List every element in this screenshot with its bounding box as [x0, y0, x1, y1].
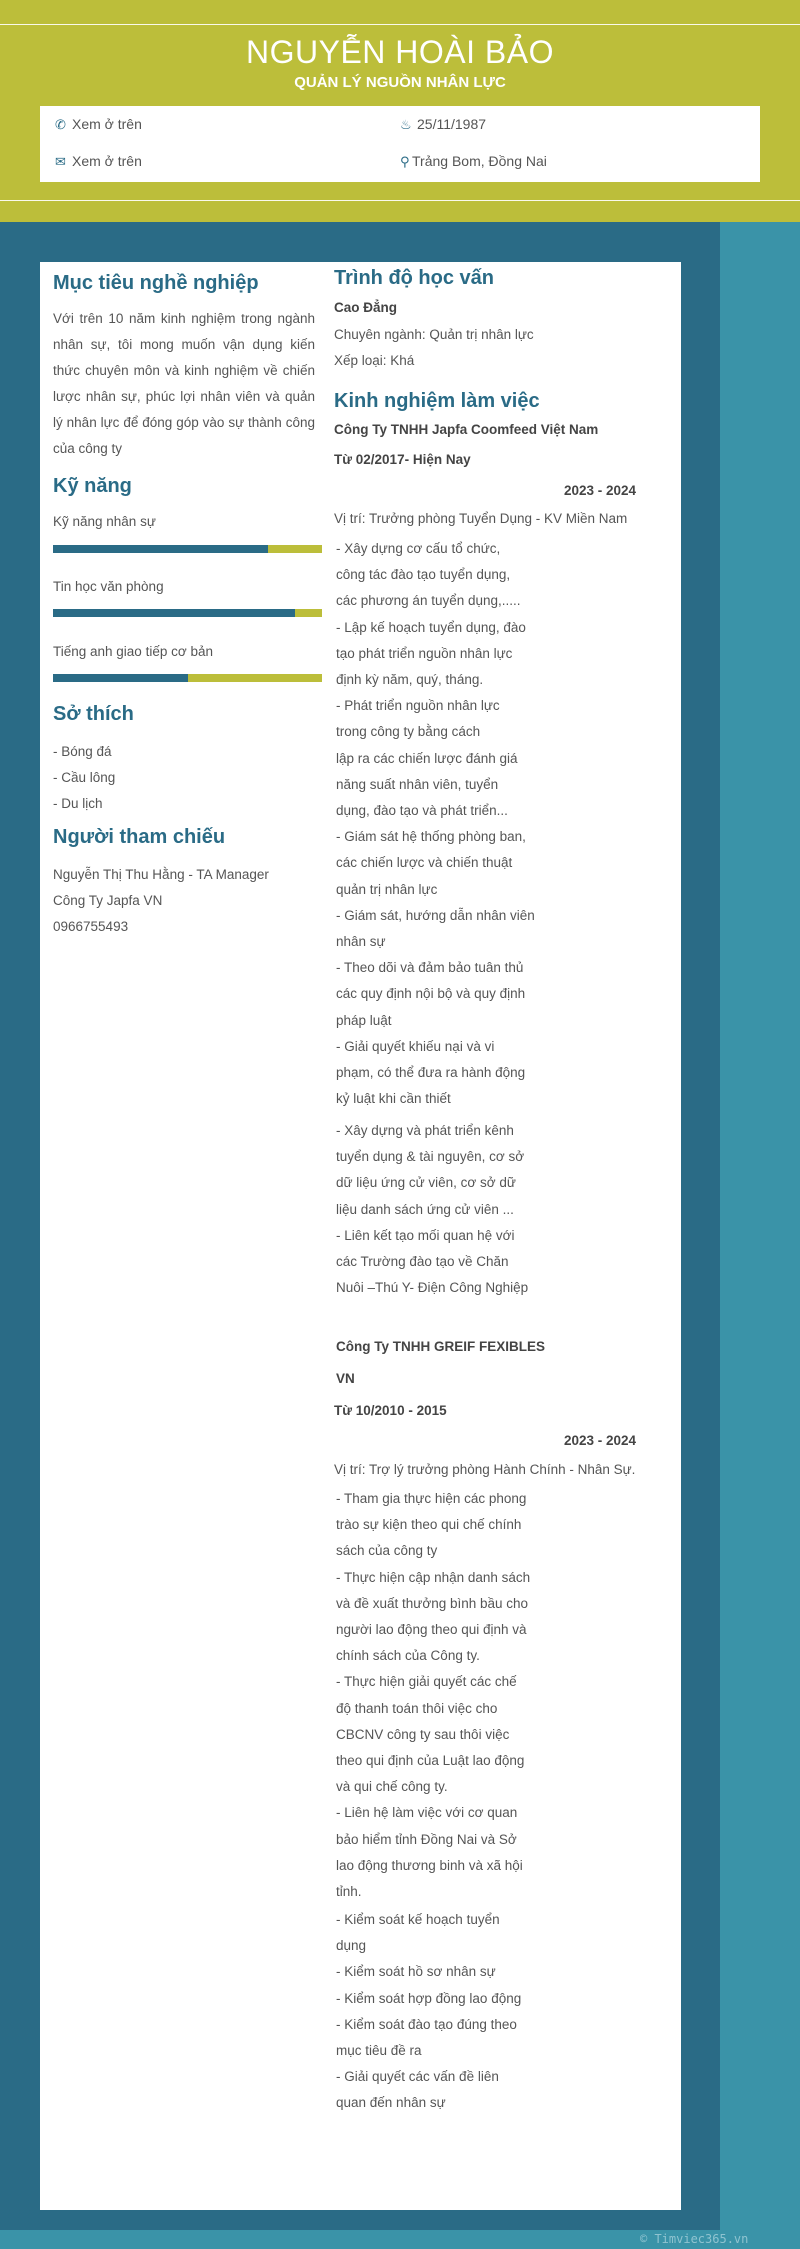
job-duties: - Kiểm soát kế hoạch tuyển dụng - Kiểm soát hồ sơ nhân sự - Kiểm soát hợp đồng lao động - Kiểm soát đào tạo đúng theo mục tiêu đề ra - Giải quyết các vấn đề liên quan đến nhân sự: [336, 1912, 522, 2111]
contact-birthday: [400, 116, 486, 133]
phone-icon: ✆: [55, 117, 66, 132]
candidate-name: NGUYỄN HOÀI BẢO: [246, 34, 554, 70]
job-company: Công Ty TNHH GREIF FEXIBLES: [336, 1339, 545, 1354]
job-company: Công Ty TNHH Japfa Coomfeed Việt Nam: [334, 422, 599, 437]
skill-name: Tin học văn phòng: [53, 579, 164, 594]
hobbies-title: Sở thích: [53, 703, 134, 725]
contact-birthday-value: 25/11/1987: [417, 116, 487, 132]
job-duties: - Tham gia thực hiện các phong trào sự kiện theo qui chế chính sách của công ty - Thực hiện cập nhận danh sách và đề xuất thưởng bình bầu cho người lao động theo qui định và chính sách của Công ty. - Thực hiện giải quyết các chế độ thanh toán thôi việc cho CBCNV công ty sau thôi việc theo qui định của Luật lao động và qui chế công ty. - Liên hệ làm việc với cơ quan bảo hiểm tỉnh Đồng Nai và Sở lao động thương binh và xã hội tỉnh.: [336, 1491, 531, 1900]
education-school: Cao Đẳng: [334, 300, 398, 315]
education-major: Chuyên ngành: Quản trị nhân lực: [334, 327, 534, 342]
decorative-right-band: [720, 222, 800, 2249]
header-banner: [0, 0, 800, 222]
contact-address: [400, 153, 547, 170]
envelope-icon: ✉: [55, 154, 66, 169]
job-company: VN: [336, 1371, 355, 1386]
contact-phone-value: Xem ở trên: [72, 116, 142, 132]
contact-address-value: Trảng Bom, Đồng Nai: [412, 153, 547, 169]
birthday-cake-icon: ♨: [400, 117, 412, 132]
reference-line: Nguyễn Thị Thu Hằng - TA Manager: [53, 867, 269, 882]
decorative-bottom-strip: [0, 2230, 720, 2249]
job-period: Từ 02/2017- Hiện Nay: [334, 452, 471, 467]
map-marker-icon: ⚲: [400, 154, 410, 169]
job-period: Từ 10/2010 - 2015: [334, 1403, 447, 1418]
header-divider-bottom: [0, 200, 800, 201]
skill-bar-fill: [53, 674, 188, 682]
skills-title: Kỹ năng: [53, 475, 132, 497]
skill-bar-fill: [53, 609, 295, 617]
objective-text: Với trên 10 năm kinh nghiệm trong ngành nhân sự, tôi mong muốn vận dụng kiến thức chuyên môn và kinh nghiệm về chiến lược nhân sự, phúc lợi nhân viên và quản lý nhân lực để đóng góp vào sự thành công của công ty: [53, 311, 315, 456]
contact-email-value: Xem ở trên: [72, 153, 142, 169]
objective-title: Mục tiêu nghề nghiệp: [53, 272, 259, 294]
job-role: Vị trí: Trưởng phòng Tuyển Dụng - KV Miền Nam: [334, 511, 628, 526]
hobby-item: - Bóng đá: [53, 744, 112, 759]
skill-name: Kỹ năng nhân sự: [53, 514, 156, 529]
education-title: Trình độ học vấn: [334, 267, 495, 289]
hobby-item: - Du lịch: [53, 796, 103, 811]
job-years: 2023 - 2024: [564, 483, 637, 498]
job-duties: - Xây dựng cơ cấu tổ chức, công tác đào tạo tuyển dụng, các phương án tuyển dụng,..... - Lập kế hoạch tuyển dụng, đào tạo phát triển nguồn nhân lực định kỳ năm, quý, tháng. - Phát triển nguồn nhân lực trong công ty bằng cách lập ra các chiến lược đánh giá năng suất nhân viên, tuyển dụng, đào tạo và phát triển... - Giám sát hệ thống phòng ban, các chiến lược và chiến thuật quản trị nhân lực - Giám sát, hướng dẫn nhân viên nhân sự - Theo dõi và đảm bảo tuân thủ các quy định nội bộ và quy định pháp luật - Giải quyết khiếu nại và vi phạm, có thể đưa ra hành động kỷ luật khi cần thiết: [336, 541, 535, 1107]
experience-title: Kinh nghiệm làm việc: [334, 390, 540, 412]
job-role: Vị trí: Trợ lý trưởng phòng Hành Chính - Nhân Sự.: [334, 1462, 636, 1477]
skill-bar: [53, 545, 322, 553]
header-divider-top: [0, 24, 800, 25]
skill-name: Tiếng anh giao tiếp cơ bản: [53, 644, 213, 659]
contact-phone: [55, 116, 142, 133]
job-years: 2023 - 2024: [564, 1433, 637, 1448]
contact-box: [40, 106, 760, 182]
watermark: © Timviec365.vn: [640, 2232, 749, 2246]
reference-title: Người tham chiếu: [53, 826, 226, 848]
skill-bar: [53, 609, 322, 617]
candidate-position: QUẢN LÝ NGUỒN NHÂN LỰC: [294, 74, 506, 91]
job-duties: - Xây dựng và phát triển kênh tuyển dụng & tài nguyên, cơ sở dữ liệu ứng cử viên, cơ sở dữ liệu danh sách ứng cử viên ... - Liên kết tạo mối quan hệ với các Trường đào tạo về Chăn Nuôi –Thú Y- Điện Công Nghiệp: [336, 1123, 529, 1296]
hobby-item: - Cầu lông: [53, 770, 116, 785]
reference-line: 0966755493: [53, 919, 129, 934]
contact-email: [55, 153, 142, 170]
reference-line: Công Ty Japfa VN: [53, 893, 163, 908]
skill-bar-fill: [53, 545, 268, 553]
skill-bar: [53, 674, 322, 682]
education-grade: Xếp loại: Khá: [334, 353, 415, 368]
